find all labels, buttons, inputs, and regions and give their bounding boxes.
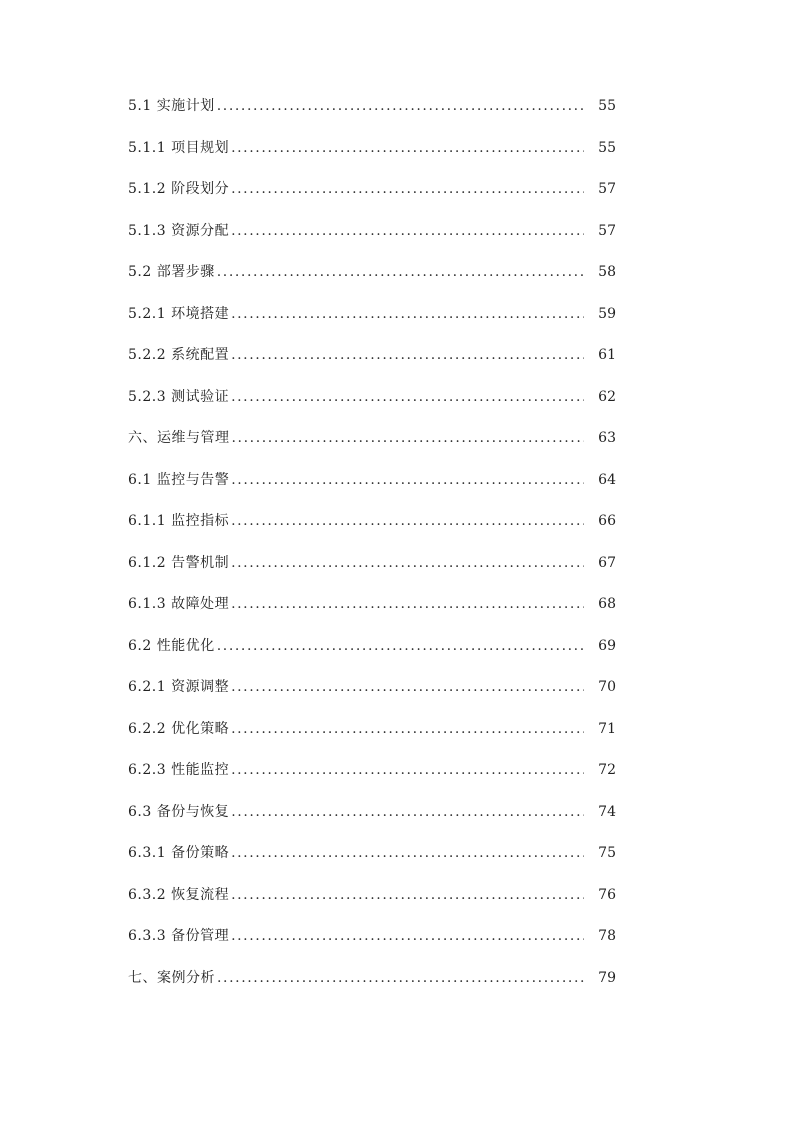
toc-entry-page: 55 <box>598 98 616 114</box>
toc-entry[interactable] <box>128 335 616 377</box>
toc-entry-title: 5.1.1 项目规划 <box>128 139 230 156</box>
toc-entry-page: 55 <box>598 139 616 156</box>
toc-entry[interactable] <box>128 86 616 128</box>
toc-entry[interactable] <box>128 501 616 543</box>
toc-entry-page: 59 <box>598 305 616 322</box>
toc-dot-leader <box>231 128 584 170</box>
toc-dot-leader <box>231 543 584 585</box>
toc-entry-page: 70 <box>598 679 616 695</box>
toc-entry-title: 6.1.3 故障处理 <box>128 596 230 612</box>
toc-entry-page: 78 <box>598 928 616 944</box>
toc-entry[interactable] <box>128 252 616 294</box>
toc-entry-page: 75 <box>598 845 616 861</box>
toc-entry[interactable] <box>128 584 616 626</box>
toc-entry-page: 67 <box>598 554 616 571</box>
toc-entry-title: 6.1 监控与告警 <box>128 471 230 488</box>
toc-dot-leader <box>232 418 585 460</box>
toc-dot-leader <box>231 875 584 917</box>
toc-entry[interactable] <box>128 875 616 917</box>
toc-entry-page: 71 <box>598 720 616 737</box>
toc-entry-page: 79 <box>598 969 616 986</box>
toc-entry-title: 6.2.3 性能监控 <box>128 762 230 778</box>
toc-entry-title: 5.1 实施计划 <box>128 98 215 114</box>
toc-entry-page: 58 <box>598 264 616 280</box>
toc-entry[interactable] <box>128 750 616 792</box>
toc-dot-leader <box>231 792 584 834</box>
toc-entry-page: 68 <box>598 596 616 612</box>
toc-entry[interactable] <box>128 792 616 834</box>
toc-dot-leader <box>231 335 584 377</box>
toc-entry-page: 57 <box>598 222 616 239</box>
toc-dot-leader <box>217 86 584 128</box>
toc-entry[interactable] <box>128 211 616 253</box>
toc-entry-page: 64 <box>598 471 616 488</box>
toc-dot-leader <box>231 750 584 792</box>
toc-dot-leader <box>217 626 584 668</box>
toc-entry-title: 6.2.2 优化策略 <box>128 720 230 737</box>
toc-entry[interactable] <box>128 294 616 336</box>
toc-dot-leader <box>217 252 584 294</box>
toc-dot-leader <box>231 169 584 211</box>
toc-entry[interactable] <box>128 460 616 502</box>
toc-entry[interactable] <box>128 169 616 211</box>
toc-entry-title: 六、运维与管理 <box>128 430 230 446</box>
toc-entry-page: 74 <box>598 803 616 820</box>
toc-entry[interactable] <box>128 377 616 419</box>
toc-entry-title: 6.1.1 监控指标 <box>128 513 230 529</box>
toc-entry[interactable] <box>128 128 616 170</box>
toc-entry-page: 57 <box>598 181 616 197</box>
toc-entry-title: 6.3.3 备份管理 <box>128 928 230 944</box>
toc-entry[interactable] <box>128 709 616 751</box>
toc-entry-title: 5.1.3 资源分配 <box>128 222 230 239</box>
toc-entry-page: 66 <box>598 513 616 529</box>
toc-entry-title: 6.1.2 告警机制 <box>128 554 230 571</box>
toc-entry-page: 69 <box>598 637 616 654</box>
toc-entry-title: 5.1.2 阶段划分 <box>128 181 230 197</box>
toc-entry-title: 5.2.1 环境搭建 <box>128 305 230 322</box>
toc-entry[interactable] <box>128 543 616 585</box>
toc-entry[interactable] <box>128 626 616 668</box>
toc-entry-title: 6.3.1 备份策略 <box>128 845 230 861</box>
table-of-contents <box>128 86 616 999</box>
toc-dot-leader <box>217 958 584 1000</box>
toc-entry-title: 5.2.2 系统配置 <box>128 347 230 363</box>
toc-dot-leader <box>231 667 584 709</box>
toc-dot-leader <box>231 294 584 336</box>
toc-entry-title: 6.2.1 资源调整 <box>128 679 230 695</box>
toc-entry-page: 63 <box>598 430 616 446</box>
toc-entry-title: 5.2 部署步骤 <box>128 264 215 280</box>
toc-dot-leader <box>231 377 584 419</box>
toc-entry-page: 61 <box>598 347 616 363</box>
toc-entry[interactable] <box>128 418 616 460</box>
toc-dot-leader <box>231 709 584 751</box>
toc-dot-leader <box>231 211 584 253</box>
toc-entry-title: 6.3.2 恢复流程 <box>128 886 230 903</box>
toc-entry-title: 6.3 备份与恢复 <box>128 803 230 820</box>
toc-entry-title: 5.2.3 测试验证 <box>128 388 230 405</box>
toc-entry[interactable] <box>128 833 616 875</box>
toc-entry[interactable] <box>128 958 616 1000</box>
toc-entry-title: 6.2 性能优化 <box>128 637 215 654</box>
toc-entry[interactable] <box>128 916 616 958</box>
toc-entry-page: 72 <box>598 762 616 778</box>
toc-entry-page: 76 <box>598 886 616 903</box>
toc-dot-leader <box>231 501 584 543</box>
toc-dot-leader <box>231 916 584 958</box>
toc-dot-leader <box>231 833 584 875</box>
toc-dot-leader <box>231 460 584 502</box>
toc-entry[interactable] <box>128 667 616 709</box>
toc-entry-page: 62 <box>598 388 616 405</box>
toc-entry-title: 七、案例分析 <box>128 969 215 986</box>
toc-dot-leader <box>231 584 584 626</box>
